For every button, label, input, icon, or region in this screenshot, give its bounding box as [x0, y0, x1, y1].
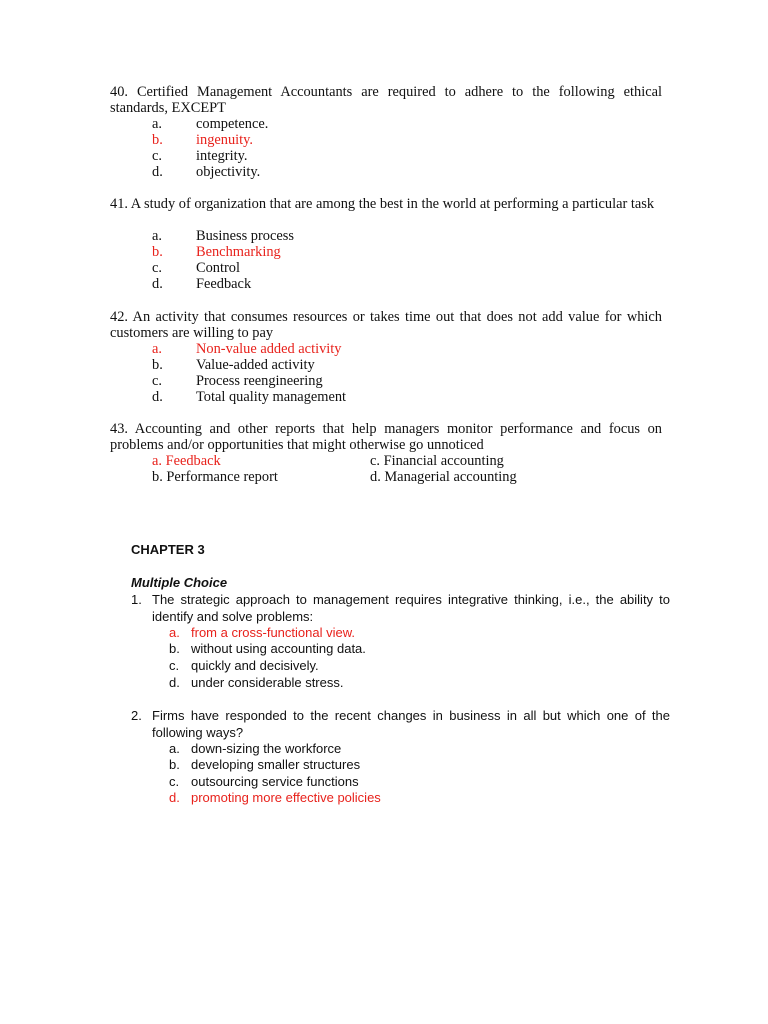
q43-option-c: c. Financial accounting	[370, 453, 504, 469]
ch3-q1-option-d-text: under considerable stress.	[191, 675, 344, 690]
q41-option-d-text: Feedback	[196, 276, 252, 292]
q42-option-d-text: Total quality management	[196, 389, 347, 405]
ch3-q2-option-a-text: down-sizing the workforce	[191, 741, 342, 756]
ch3-q1-option-c-text: quickly and decisively.	[191, 658, 319, 673]
ch3-q1-option-a-text: from a cross-functional view.	[191, 625, 356, 640]
ch3-q1-option-b-text: without using accounting data.	[191, 641, 366, 656]
question-41-stem: 41. A study of organization that are among the best in the world at performing a particular task	[110, 196, 655, 212]
question-40-stem: 40. Certified Management Accountants are required to adhere to the following ethical standards, EXCEPT	[110, 84, 662, 116]
ch3-q1-option-d-letter: d.	[169, 675, 180, 690]
q43-option-b: b. Performance report	[152, 469, 278, 485]
section-subtitle: Multiple Choice	[131, 575, 228, 590]
ch3-q1-option-b-letter: b.	[169, 641, 180, 656]
ch3-q1-option-c-letter: c.	[169, 658, 180, 673]
q43-option-d: d. Managerial accounting	[370, 469, 517, 485]
q41-option-c-text: Control	[196, 260, 240, 276]
ch3-q2-option-d-letter: d.	[169, 790, 180, 805]
q41-option-a-letter: a.	[152, 228, 162, 244]
q42-option-c-text: Process reengineering	[196, 373, 323, 389]
q42-option-a-letter: a.	[152, 341, 162, 357]
ch3-q1-stem: The strategic approach to management requires integrative thinking, i.e., the ability to identify and solve problems:	[152, 592, 670, 624]
ch3-q2-stem: Firms have responded to the recent changes in business in all but which one of the following ways?	[152, 708, 670, 740]
ch3-q2-number: 2.	[131, 708, 142, 723]
q40-option-b-text: ingenuity.	[196, 132, 254, 148]
q42-option-b-letter: b.	[152, 357, 163, 373]
question-43-stem: 43. Accounting and other reports that help managers monitor performance and focus on problems and/or opportunities that might otherwise go unnoticed	[110, 421, 662, 453]
q40-option-a-text: competence.	[196, 116, 269, 132]
ch3-q2-option-a-letter: a.	[169, 741, 180, 756]
q41-option-b-text: Benchmarking	[196, 244, 281, 260]
question-42-stem: 42. An activity that consumes resources or takes time out that does not add value for which customers are willing to pay	[110, 309, 662, 341]
ch3-q1-option-a-letter: a.	[169, 625, 180, 640]
q40-option-a-letter: a.	[152, 116, 162, 132]
ch3-q2-option-b-text: developing smaller structures	[191, 757, 361, 772]
q41-option-a-text: Business process	[196, 228, 294, 244]
q40-option-b-letter: b.	[152, 132, 163, 148]
ch3-q2-option-d-text: promoting more effective policies	[191, 790, 381, 805]
q40-option-c-letter: c.	[152, 148, 162, 164]
q41-option-d-letter: d.	[152, 276, 163, 292]
q40-option-d-letter: d.	[152, 164, 163, 180]
q41-option-b-letter: b.	[152, 244, 163, 260]
q42-option-a-text: Non-value added activity	[196, 341, 342, 357]
ch3-q2-option-b-letter: b.	[169, 757, 180, 772]
q42-option-b-text: Value-added activity	[196, 357, 315, 373]
q40-option-d-text: objectivity.	[196, 164, 261, 180]
q41-option-c-letter: c.	[152, 260, 162, 276]
ch3-q2-option-c-letter: c.	[169, 774, 180, 789]
chapter-title: CHAPTER 3	[131, 542, 205, 557]
q40-option-c-text: integrity.	[196, 148, 248, 164]
ch3-q2-option-c-text: outsourcing service functions	[191, 774, 359, 789]
q43-option-a: a. Feedback	[152, 453, 221, 469]
q42-option-c-letter: c.	[152, 373, 162, 389]
q42-option-d-letter: d.	[152, 389, 163, 405]
ch3-q1-number: 1.	[131, 592, 142, 607]
